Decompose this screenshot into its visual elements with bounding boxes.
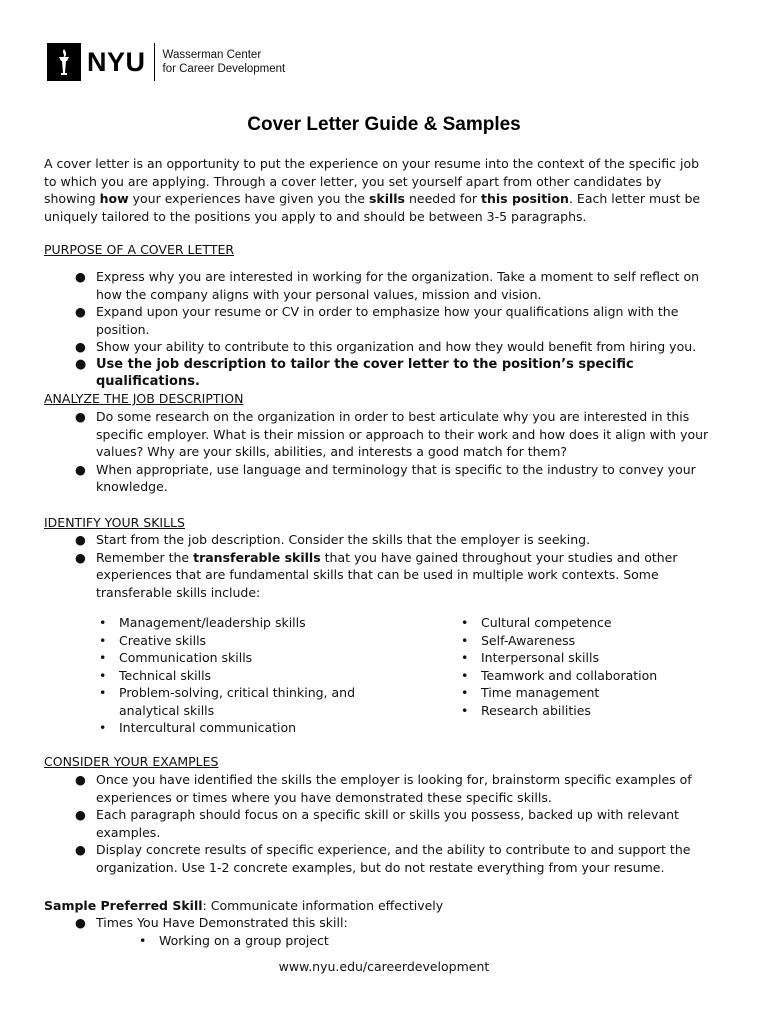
skill-item [459, 632, 719, 650]
bullet-icon: ● [75, 269, 86, 284]
list-item [137, 932, 537, 950]
bullet-icon: ● [75, 549, 86, 565]
bullet-icon: ● [75, 915, 86, 930]
list-item-text: Do some research on the organization in order to best articulate why you are interested in this specific employer. What is their mission or approach to their work and how does it align with your values? Why are your skills, abilities, and interests a good match for them? [96, 409, 709, 459]
torch-icon [53, 47, 75, 77]
skill-text: Interpersonal skills [481, 650, 599, 665]
skill-item [459, 667, 719, 685]
examples-list [44, 771, 724, 876]
sample-sub-list [137, 932, 537, 950]
skill-text: Cultural competence [481, 615, 612, 630]
bullet-icon: • [99, 632, 107, 648]
list-item [44, 356, 724, 391]
bullet-icon: ● [75, 461, 86, 477]
list-item [44, 549, 724, 602]
bullet-icon: • [99, 720, 107, 735]
purpose-list [44, 268, 724, 391]
skill-item [97, 632, 367, 650]
bullet-icon: • [461, 632, 469, 648]
skill-text: Intercultural communication [119, 720, 297, 735]
intro-text-1: A cover letter is an opportunity to put the experience on your resume into the context of the specific job to which you are applying. Through a cover letter, you set yourself apart from other candidates by showing [44, 156, 700, 206]
bullet-icon: • [461, 667, 469, 683]
page-title: Cover Letter Guide & Samples [247, 114, 521, 135]
bullet-icon: • [461, 615, 469, 630]
list-item-text: Start from the job description. Consider the skills that the employer is seeking. [96, 532, 591, 547]
section-heading-identify: IDENTIFY YOUR SKILLS [44, 515, 185, 530]
bullet-icon: ● [75, 356, 87, 372]
skill-text: Problem-solving, critical thinking, and analytical skills [119, 685, 356, 718]
intro-text-3: needed for [405, 191, 481, 206]
skill-item [459, 684, 719, 702]
list-item [44, 771, 724, 806]
bullet-icon: ● [75, 842, 86, 857]
skill-item [97, 649, 367, 667]
list-item-text: Remember the [96, 549, 194, 565]
list-item [44, 303, 724, 338]
intro-bold-3: this position [481, 191, 569, 206]
list-item-bold: transferable skills [193, 549, 321, 565]
bullet-icon: ● [75, 339, 86, 354]
list-item-text: Display concrete results of specific experience, and the ability to contribute to and support the organization. Use 1-2 concrete examples, but do not restate everything from your resume. [96, 842, 691, 875]
bullet-icon: • [99, 615, 107, 630]
sample-list [44, 914, 724, 932]
bullet-icon: • [99, 685, 107, 700]
sample-skill-text: : Communicate information effectively [202, 898, 444, 913]
bullet-icon: ● [75, 409, 86, 424]
nyu-header [47, 43, 285, 81]
sample-skill-line [44, 897, 443, 915]
section-heading-examples: CONSIDER YOUR EXAMPLES [44, 754, 219, 769]
list-item [44, 841, 724, 876]
footer-url: www.nyu.edu/careerdevelopment [278, 959, 490, 974]
skill-item [97, 719, 367, 737]
list-item [44, 268, 724, 303]
center-name-line1: Wasserman Center [162, 49, 262, 61]
nyu-wordmark: NYU [87, 47, 146, 77]
section-heading-analyze: ANALYZE THE JOB DESCRIPTION [44, 391, 244, 406]
analyze-list [44, 408, 724, 496]
skill-item [97, 684, 367, 719]
skill-text: Time management [481, 685, 600, 700]
list-item-text: Each paragraph should focus on a specific skill or skills you possess, backed up with relevant examples. [96, 807, 679, 840]
list-item-text: Times You Have Demonstrated this skill: [96, 915, 348, 930]
list-item [44, 461, 724, 496]
intro-text-2: your experiences have given you the [128, 191, 369, 206]
center-name-line2: for Career Development [162, 63, 286, 75]
skill-item [459, 614, 719, 632]
skill-item [459, 702, 719, 720]
skill-text: Self-Awareness [481, 632, 576, 648]
bullet-icon: • [461, 702, 469, 718]
list-item [44, 408, 724, 461]
skill-text: Management/leadership skills [119, 615, 306, 630]
skill-item [459, 649, 719, 667]
bullet-icon: • [461, 650, 469, 665]
list-item-text: Once you have identified the skills the employer is looking for, brainstorm specific examples of experiences or times where you have demonstrated these specific skills. [96, 772, 692, 805]
sample-skill-label: Sample Preferred Skill [44, 898, 203, 913]
list-item [44, 914, 724, 932]
bullet-icon: ● [75, 532, 86, 547]
bullet-icon: • [99, 650, 107, 665]
list-item [44, 531, 724, 549]
bullet-icon: ● [75, 304, 86, 319]
intro-paragraph [44, 155, 714, 225]
list-item-text: Express why you are interested in working for the organization. Take a moment to self reflect on how the company aligns with your personal values, mission and vision. [96, 269, 700, 302]
list-item-text: Working on a group project [159, 933, 329, 948]
skill-item [97, 614, 367, 632]
bullet-icon: • [99, 667, 107, 683]
list-item-text: Use the job description to tailor the cover letter to the position’s specific qualifications. [96, 356, 634, 389]
skill-text: Creative skills [119, 632, 207, 648]
skills-list-right [459, 614, 719, 719]
intro-bold-2: skills [368, 191, 406, 206]
bullet-icon: • [461, 685, 469, 700]
list-item-text: Show your ability to contribute to this organization and how they would benefit from hiring you. [96, 339, 697, 354]
intro-text-4: . Each letter must be uniquely tailored to the positions you apply to and should be between 3-5 paragraphs. [44, 191, 701, 224]
skills-list-left [97, 614, 367, 737]
skill-text: Teamwork and collaboration [481, 667, 658, 683]
identify-list [44, 531, 724, 601]
list-item-text: When appropriate, use language and terminology that is specific to the industry to convey your knowledge. [96, 461, 696, 494]
bullet-icon: ● [75, 772, 86, 787]
list-item [44, 806, 724, 841]
center-name [163, 48, 286, 76]
skill-text: Technical skills [119, 667, 212, 683]
list-item-text: that you have gained throughout your studies and other experiences that are fundamental skills that can be used in multiple work contexts. Some transferable skills include: [96, 549, 678, 600]
skill-text: Research abilities [481, 702, 591, 718]
skill-text: Communication skills [119, 650, 253, 665]
section-heading-purpose: PURPOSE OF A COVER LETTER [44, 242, 235, 257]
bullet-icon: • [139, 933, 147, 948]
bullet-icon: ● [75, 807, 86, 822]
intro-bold-1: how [99, 191, 129, 206]
nyu-torch-logo [47, 43, 81, 81]
skill-item [97, 667, 367, 685]
header-divider [154, 43, 155, 81]
list-item-text: Expand upon your resume or CV in order to emphasize how your qualifications align with the position. [96, 304, 679, 337]
list-item [44, 338, 724, 356]
